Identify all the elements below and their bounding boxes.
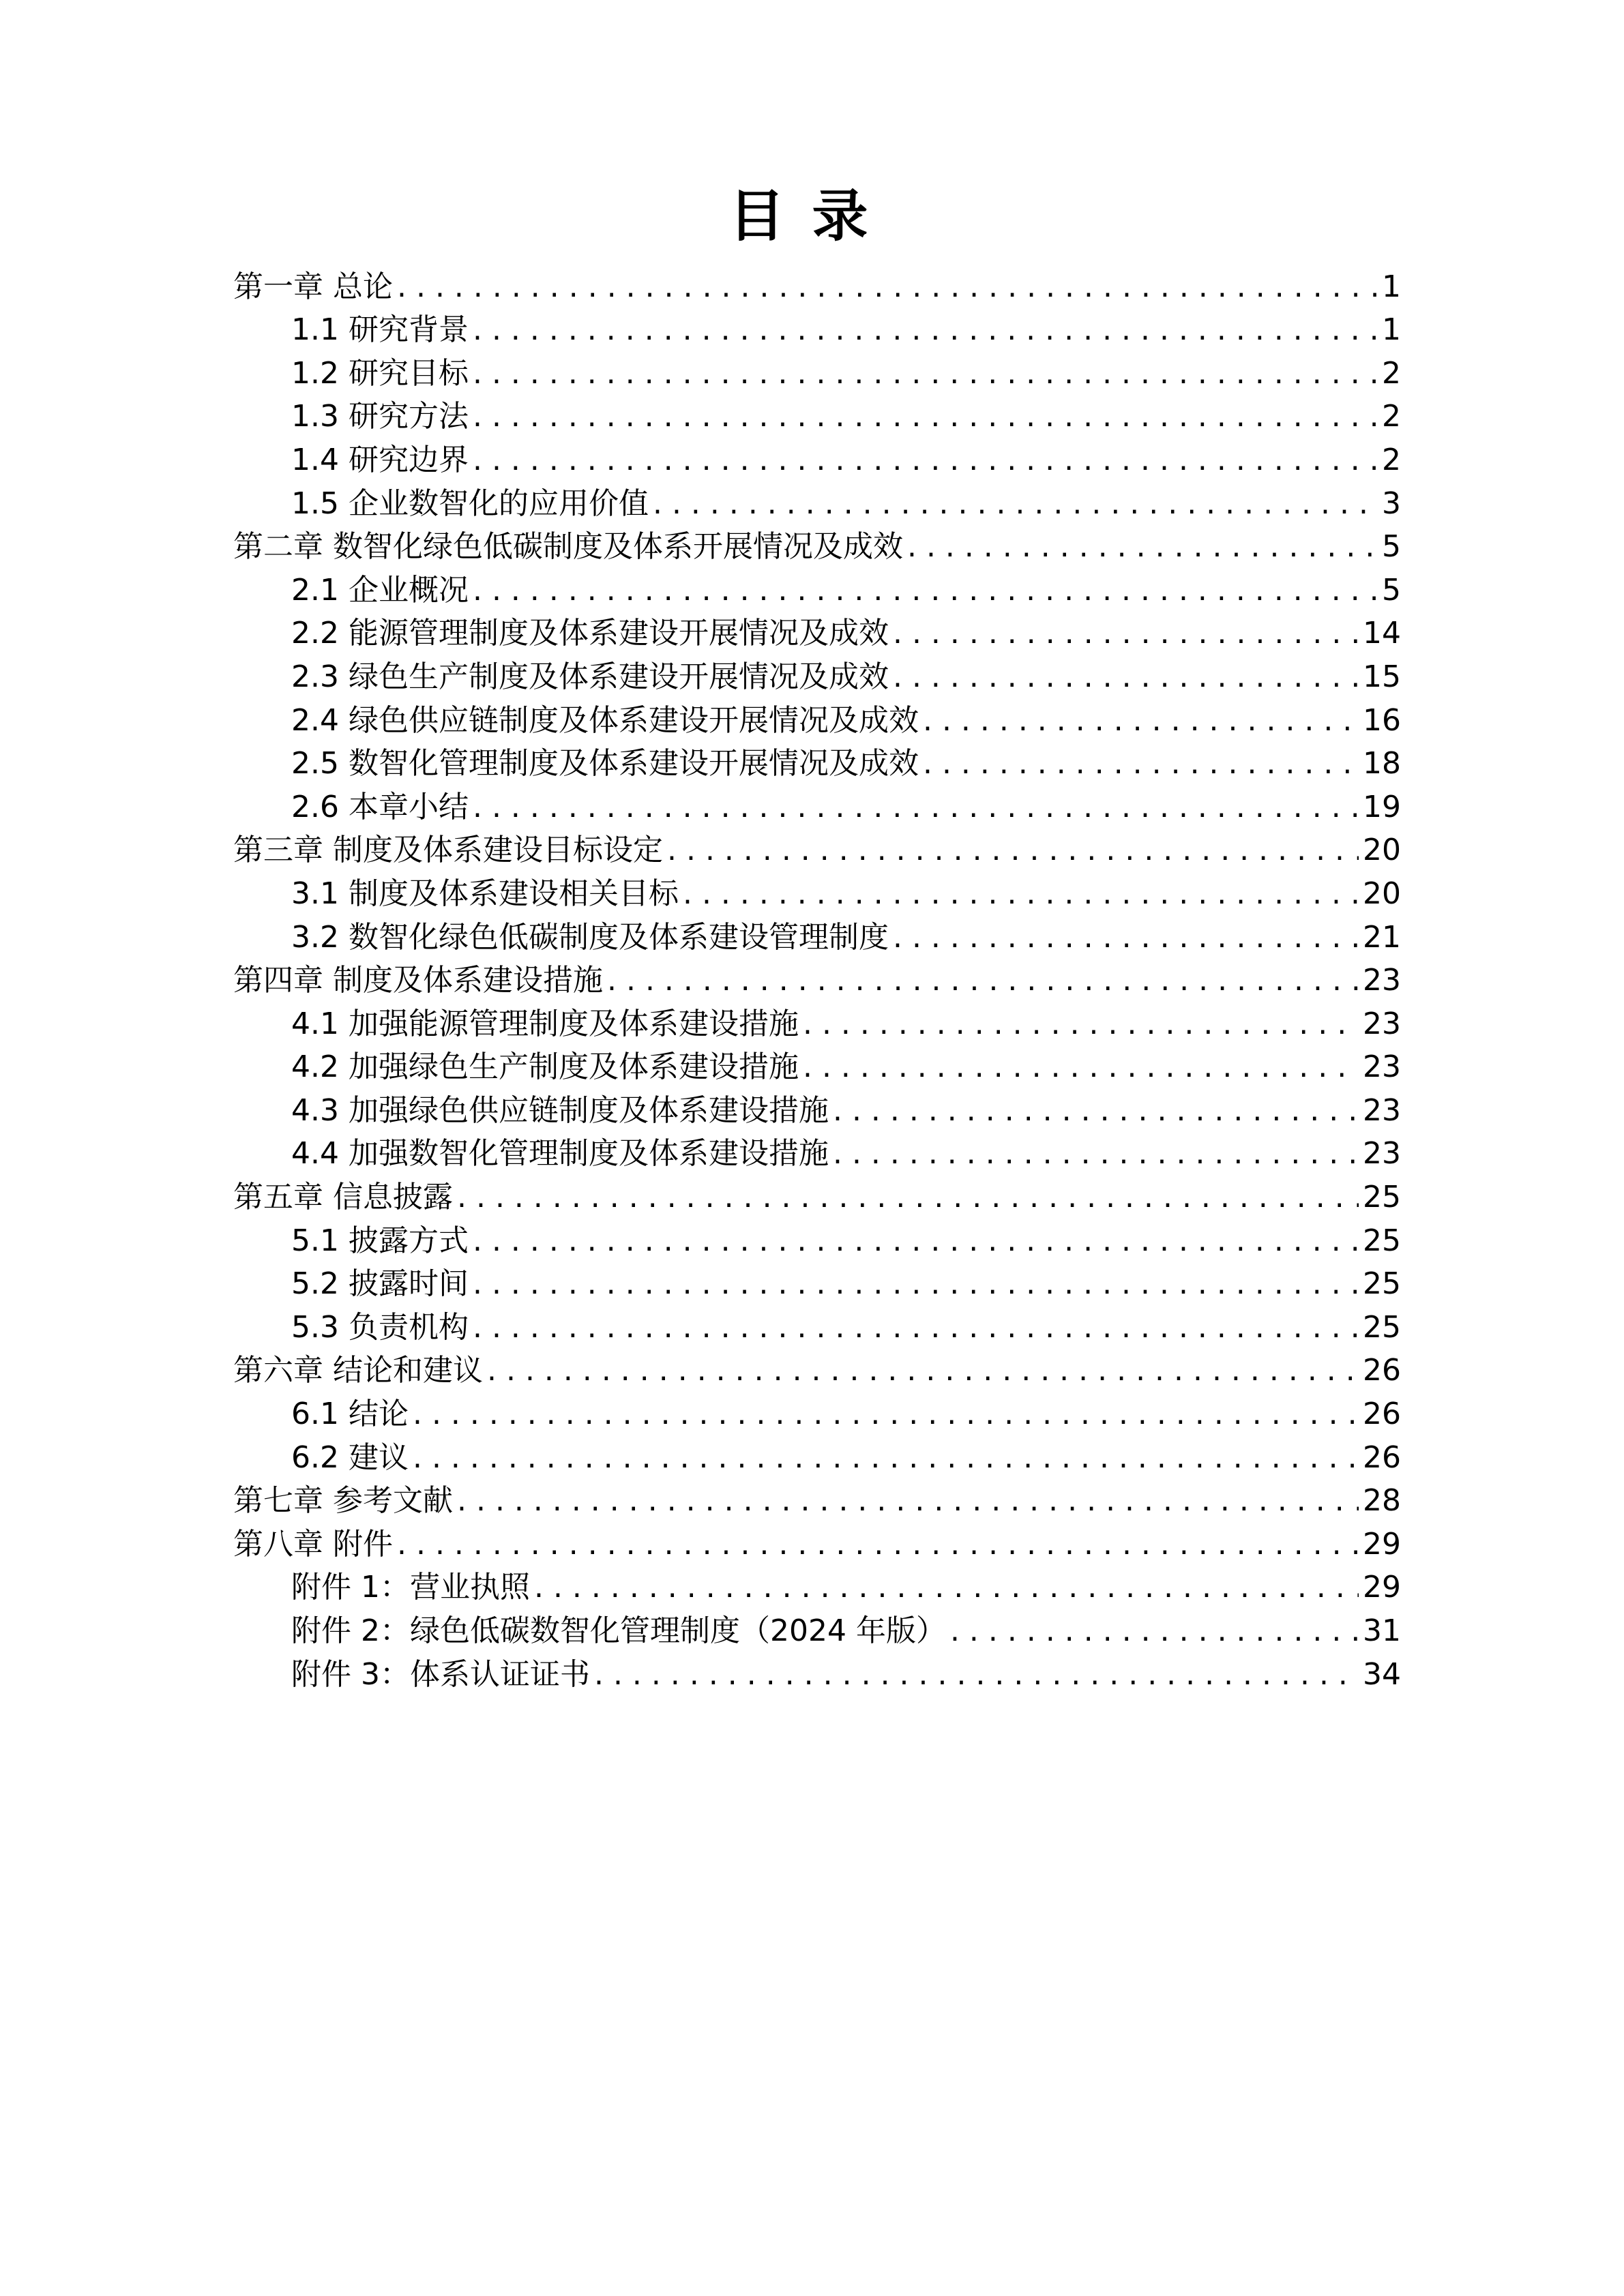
dot-leader [950, 1612, 1359, 1650]
toc-entry-label: 第三章 制度及体系建设目标设定 [233, 833, 663, 868]
dot-leader [833, 1092, 1359, 1130]
dot-leader [473, 441, 1376, 479]
toc-page-number: 29 [1363, 1526, 1401, 1562]
toc-entry-label: 4.4 加强数智化管理制度及体系建设措施 [291, 1136, 829, 1172]
toc-page-number: 5 [1382, 529, 1401, 565]
toc-section-entry[interactable] [233, 740, 1401, 784]
toc-entry-label: 2.6 本章小结 [291, 789, 469, 824]
toc-section-entry[interactable] [233, 1607, 1401, 1650]
toc-page-number: 23 [1363, 1092, 1401, 1128]
toc-page-number: 23 [1363, 1006, 1401, 1041]
toc-chapter-entry[interactable] [233, 1347, 1401, 1390]
toc-entry-label: 5.2 披露时间 [291, 1266, 469, 1302]
dot-leader [487, 1352, 1359, 1390]
dot-leader [893, 919, 1359, 957]
toc-entry-label: 附件 1：营业执照 [291, 1570, 530, 1605]
dot-leader [397, 1525, 1359, 1564]
dot-leader [893, 614, 1359, 653]
toc-entry-label: 1.3 研究方法 [291, 399, 469, 434]
toc-entry-label: 2.1 企业概况 [291, 572, 469, 608]
dot-leader [473, 1222, 1359, 1260]
toc-chapter-entry[interactable] [233, 826, 1401, 870]
toc-page-number: 25 [1363, 1309, 1401, 1345]
toc-section-entry[interactable] [233, 1130, 1401, 1174]
toc-page-number: 25 [1363, 1180, 1401, 1215]
toc-entry-label: 4.1 加强能源管理制度及体系建设措施 [291, 1006, 799, 1041]
toc-chapter-entry[interactable] [233, 263, 1401, 306]
toc-page-number: 2 [1382, 442, 1401, 477]
toc-chapter-entry[interactable] [233, 1477, 1401, 1521]
dot-leader [803, 1048, 1359, 1086]
toc-entry-label: 3.2 数智化绿色低碳制度及体系建设管理制度 [291, 919, 889, 955]
toc-entry-label: 第六章 结论和建议 [233, 1353, 483, 1388]
toc-page-number: 19 [1363, 789, 1401, 824]
toc-page-number: 34 [1363, 1656, 1401, 1692]
toc-entry-label: 3.1 制度及体系建设相关目标 [291, 876, 679, 911]
toc-page-number: 3 [1382, 486, 1401, 521]
toc-section-entry[interactable] [233, 696, 1401, 740]
toc-section-entry[interactable] [233, 479, 1401, 523]
toc-page-number: 1 [1382, 312, 1401, 348]
toc-entry-label: 4.3 加强绿色供应链制度及体系建设措施 [291, 1092, 829, 1128]
dot-leader [413, 1395, 1359, 1433]
toc-page-number: 28 [1363, 1483, 1401, 1519]
dot-leader [923, 702, 1359, 740]
toc-entry-label: 附件 3：体系认证证书 [291, 1656, 590, 1692]
dot-leader [667, 831, 1359, 869]
toc-section-entry[interactable] [233, 610, 1401, 653]
toc-page-number: 25 [1363, 1223, 1401, 1258]
page-title: 目录 [728, 184, 896, 249]
toc-entry-label: 第一章 总论 [233, 269, 393, 304]
toc-section-entry[interactable] [233, 436, 1401, 479]
toc-section-entry[interactable] [233, 1086, 1401, 1130]
toc-page-number: 2 [1382, 399, 1401, 434]
dot-leader [923, 745, 1359, 783]
dot-leader [907, 528, 1376, 566]
dot-leader [473, 311, 1376, 349]
toc-entry-label: 2.2 能源管理制度及体系建设开展情况及成效 [291, 616, 889, 651]
dot-leader [473, 355, 1376, 393]
dot-leader [397, 268, 1376, 306]
toc-entry-label: 2.5 数智化管理制度及体系建设开展情况及成效 [291, 746, 919, 781]
toc-section-entry[interactable] [233, 1564, 1401, 1607]
toc-section-entry[interactable] [233, 913, 1401, 957]
toc-entry-label: 1.5 企业数智化的应用价值 [291, 486, 649, 521]
toc-section-entry[interactable] [233, 1000, 1401, 1043]
toc-section-entry[interactable] [233, 566, 1401, 610]
toc-section-entry[interactable] [233, 1260, 1401, 1304]
dot-leader [473, 571, 1376, 610]
toc-section-entry[interactable] [233, 653, 1401, 696]
toc-entry-label: 1.4 研究边界 [291, 442, 469, 477]
dot-leader [473, 398, 1376, 436]
toc-chapter-entry[interactable] [233, 957, 1401, 1000]
toc-section-entry[interactable] [233, 1043, 1401, 1087]
toc-entry-label: 5.1 披露方式 [291, 1223, 469, 1258]
toc-entry-label: 1.2 研究目标 [291, 355, 469, 391]
toc-page-number: 1 [1382, 269, 1401, 304]
toc-page-number: 23 [1363, 1136, 1401, 1172]
toc-page-number: 5 [1382, 572, 1401, 608]
dot-leader [473, 1309, 1359, 1347]
toc-entry-label: 1.1 研究背景 [291, 312, 469, 348]
dot-leader [803, 1005, 1359, 1043]
dot-leader [413, 1439, 1359, 1477]
toc-page-number: 20 [1363, 876, 1401, 911]
dot-leader [653, 485, 1376, 523]
dot-leader [457, 1482, 1359, 1520]
toc-section-entry[interactable] [233, 349, 1401, 393]
dot-leader [457, 1178, 1359, 1217]
toc-page-number: 26 [1363, 1353, 1401, 1388]
toc-page-number: 31 [1363, 1613, 1401, 1648]
dot-leader [594, 1656, 1359, 1694]
table-of-contents [233, 263, 1401, 1694]
toc-page-number: 23 [1363, 1049, 1401, 1085]
toc-entry-label: 第二章 数智化绿色低碳制度及体系开展情况及成效 [233, 529, 903, 565]
toc-section-entry[interactable] [233, 1650, 1401, 1694]
toc-page-number: 16 [1363, 702, 1401, 738]
toc-entry-label: 6.2 建议 [291, 1440, 409, 1475]
toc-chapter-entry[interactable] [233, 523, 1401, 567]
toc-page-number: 2 [1382, 355, 1401, 391]
toc-section-entry[interactable] [233, 1217, 1401, 1260]
toc-entry-label: 附件 2：绿色低碳数智化管理制度（2024 年版） [291, 1613, 946, 1648]
toc-page-number: 15 [1363, 659, 1401, 694]
dot-leader [893, 658, 1359, 696]
dot-leader [473, 788, 1359, 826]
toc-page-number: 29 [1363, 1570, 1401, 1605]
toc-section-entry[interactable] [233, 1433, 1401, 1477]
dot-leader [534, 1568, 1359, 1607]
toc-page-number: 18 [1363, 746, 1401, 781]
toc-entry-label: 第五章 信息披露 [233, 1180, 453, 1215]
toc-section-entry[interactable] [233, 783, 1401, 826]
toc-chapter-entry[interactable] [233, 1173, 1401, 1217]
toc-entry-label: 第八章 附件 [233, 1526, 393, 1562]
toc-section-entry[interactable] [233, 1390, 1401, 1433]
toc-entry-label: 6.1 结论 [291, 1397, 409, 1432]
toc-section-entry[interactable] [233, 306, 1401, 350]
toc-section-entry[interactable] [233, 869, 1401, 913]
toc-page-number: 25 [1363, 1266, 1401, 1302]
toc-entry-label: 4.2 加强绿色生产制度及体系建设措施 [291, 1049, 799, 1085]
toc-page-number: 14 [1363, 616, 1401, 651]
toc-page-number: 23 [1363, 963, 1401, 998]
dot-leader [683, 875, 1359, 913]
toc-entry-label: 第七章 参考文献 [233, 1483, 453, 1519]
toc-entry-label: 2.3 绿色生产制度及体系建设开展情况及成效 [291, 659, 889, 694]
toc-page-number: 21 [1363, 919, 1401, 955]
toc-page-number: 26 [1363, 1440, 1401, 1475]
toc-section-entry[interactable] [233, 1303, 1401, 1347]
toc-entry-label: 2.4 绿色供应链制度及体系建设开展情况及成效 [291, 702, 919, 738]
dot-leader [473, 1265, 1359, 1303]
toc-page-number: 26 [1363, 1397, 1401, 1432]
dot-leader [607, 961, 1359, 1000]
toc-entry-label: 第四章 制度及体系建设措施 [233, 963, 603, 998]
dot-leader [833, 1135, 1359, 1173]
toc-entry-label: 5.3 负责机构 [291, 1309, 469, 1345]
toc-section-entry[interactable] [233, 393, 1401, 436]
toc-chapter-entry[interactable] [233, 1520, 1401, 1564]
toc-page-number: 20 [1363, 833, 1401, 868]
